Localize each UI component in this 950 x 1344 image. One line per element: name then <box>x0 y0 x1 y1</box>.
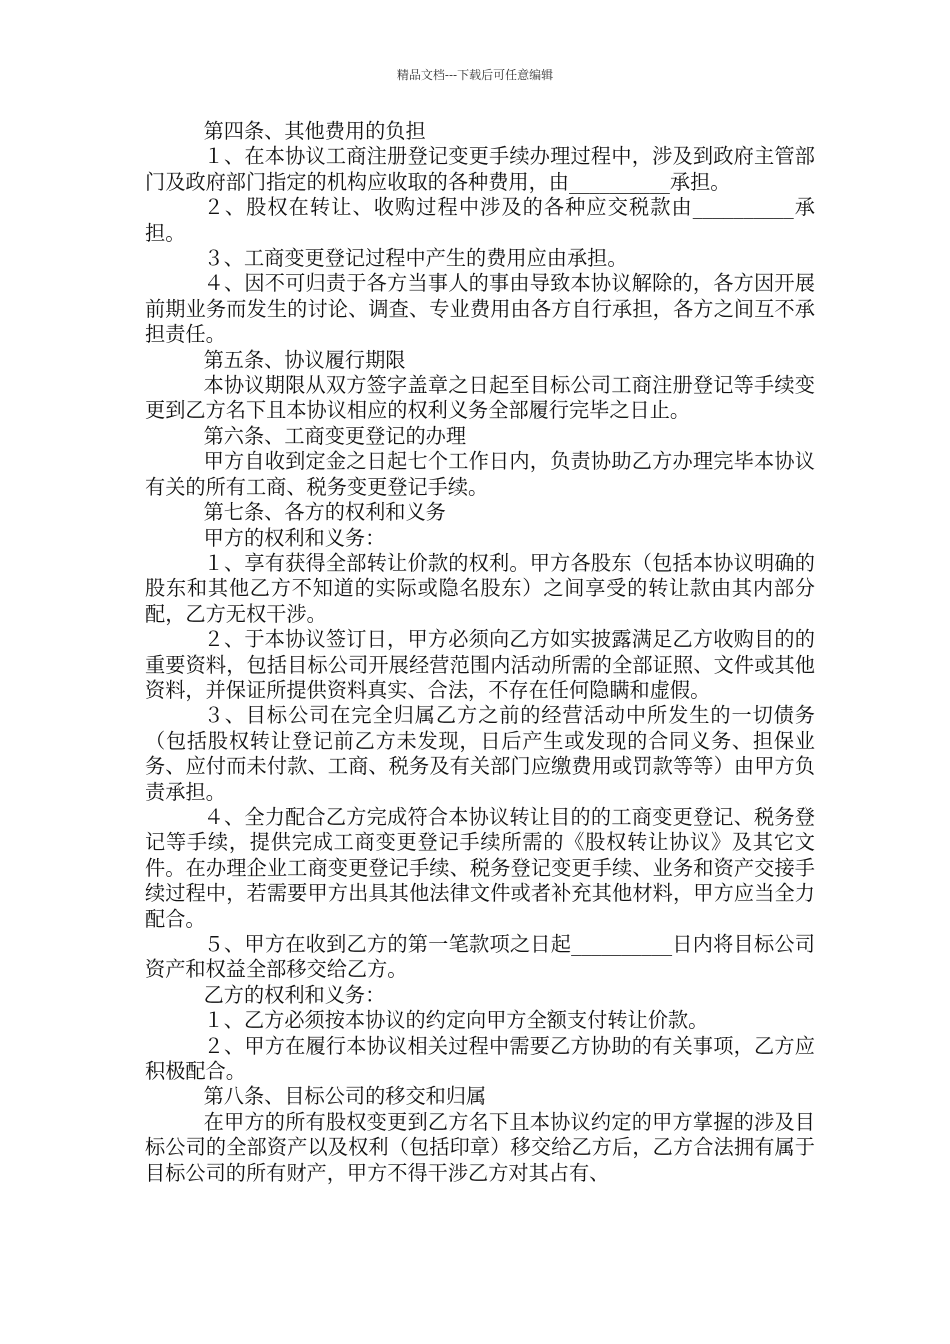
clause-5-text: 本协议期限从双方签字盖章之日起至目标公司工商注册登记等手续变更到乙方名下且本协议相应的权利义务全部履行完毕之日止。 <box>145 373 815 423</box>
clause-7a-3: ３、目标公司在完全归属乙方之前的经营活动中所发生的一切债务（包括股权转让登记前乙方未发现，日后产生或发现的合同义务、担保业务、应付而未付款、工商、税务及有关部门应缴费用或罚款等等）由甲方负责承担。 <box>145 703 815 804</box>
clause-4-2: ２、股权在转让、收购过程中涉及的各种应交税款由__________承担。 <box>145 195 815 245</box>
clause-6-text: 甲方自收到定金之日起七个工作日内，负责协助乙方办理完毕本协议有关的所有工商、税务变更登记手续。 <box>145 449 815 499</box>
page-header: 精品文档---下载后可任意编辑 <box>396 68 554 82</box>
section-heading-6: 第六条、工商变更登记的办理 <box>203 423 467 448</box>
clause-7a-4: ４、全力配合乙方完成符合本协议转让目的的工商变更登记、税务登记等手续，提供完成工商变更登记手续所需的《股权转让协议》及其它文件。在办理企业工商变更登记手续、税务登记变更手续、业务和资产交接手续过程中，若需要甲方出具其他法律文件或者补充其他材料，甲方应当全力配合。 <box>145 804 815 931</box>
document-body <box>145 119 815 1186</box>
clause-4-1: １、在本协议工商注册登记变更手续办理过程中，涉及到政府主管部门及政府部门指定的机构应收取的各种费用，由__________承担。 <box>145 144 815 194</box>
clause-4-3: ３、工商变更登记过程中产生的费用应由承担。 <box>203 246 628 271</box>
section-heading-5: 第五条、协议履行期限 <box>203 347 406 372</box>
clause-7b-1: １、乙方必须按本协议的约定向甲方全额支付转让价款。 <box>203 1008 709 1033</box>
party-a-rights-heading: 甲方的权利和义务： <box>203 525 386 550</box>
section-heading-8: 第八条、目标公司的移交和归属 <box>203 1084 487 1109</box>
section-heading-4: 第四条、其他费用的负担 <box>203 119 426 143</box>
clause-7a-1: １、享有获得全部转让价款的权利。甲方各股东（包括本协议明确的股东和其他乙方不知道的实际或隐名股东）之间享受的转让款由其内部分配，乙方无权干涉。 <box>145 550 815 626</box>
clause-8-text: 在甲方的所有股权变更到乙方名下且本协议约定的甲方掌握的涉及目标公司的全部资产以及权利（包括印章）移交给乙方后，乙方合法拥有属于目标公司的所有财产，甲方不得干涉乙方对其占有、 <box>145 1109 815 1185</box>
clause-7b-2: ２、甲方在履行本协议相关过程中需要乙方协助的有关事项，乙方应积极配合。 <box>145 1033 815 1084</box>
clause-7a-2: ２、于本协议签订日，甲方必须向乙方如实披露满足乙方收购目的的重要资料，包括目标公司开展经营范围内活动所需的全部证照、文件或其他资料，并保证所提供资料真实、合法，不存在任何隐瞒和虚假。 <box>145 627 815 702</box>
party-b-rights-heading: 乙方的权利和义务： <box>203 982 386 1007</box>
clause-7a-5: ５、甲方在收到乙方的第一笔款项之日起__________日内将目标公司资产和权益全部移交给乙方。 <box>145 932 815 982</box>
clause-4-4: ４、因不可归责于各方当事人的事由导致本协议解除的，各方因开展前期业务而发生的讨论、调查、专业费用由各方自行承担，各方之间互不承担责任。 <box>145 271 815 347</box>
section-heading-7: 第七条、各方的权利和义务 <box>203 500 446 525</box>
